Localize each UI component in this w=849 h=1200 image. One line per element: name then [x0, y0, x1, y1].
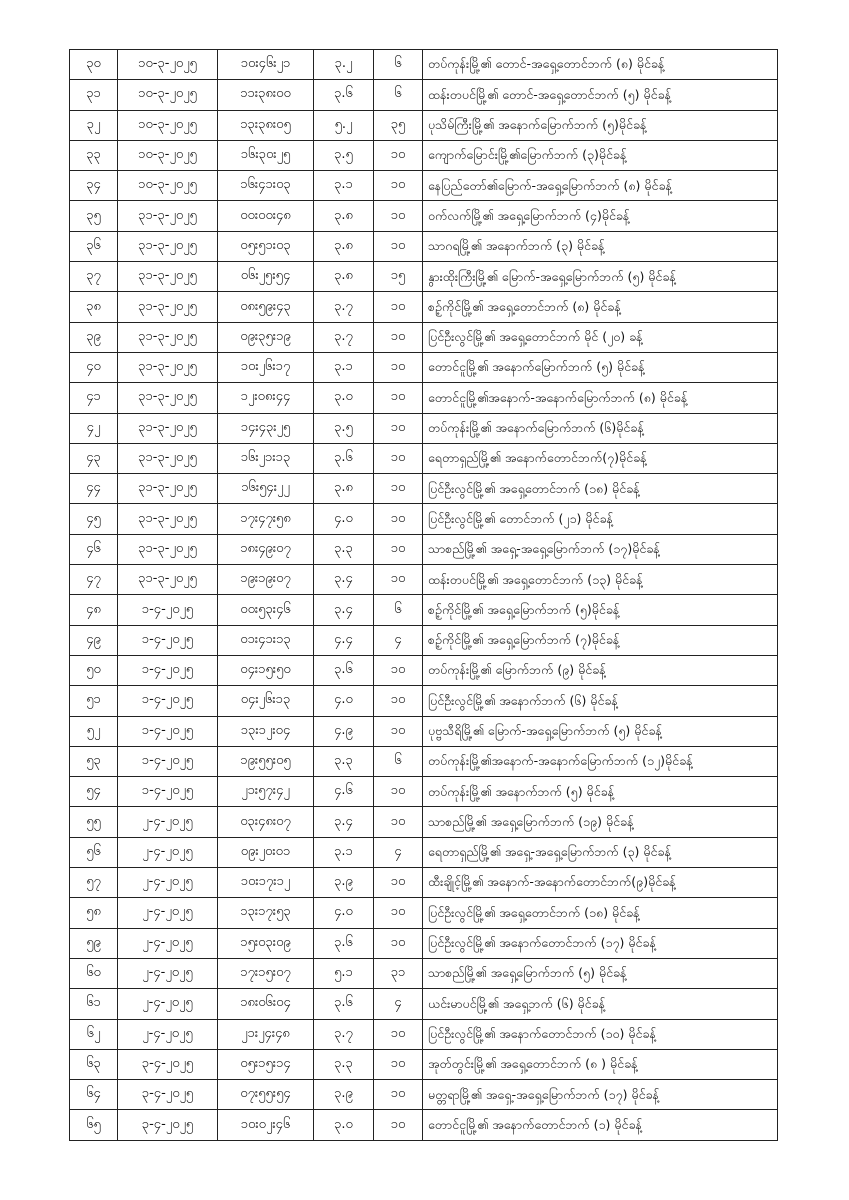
date-cell: ၃-၄-၂၀၂၅: [118, 1110, 218, 1140]
location-cell: စဥ့်ကိုင်မြို့၏ အရှေ့မြောက်ဘက် (၇)မိုင်ခန့်: [423, 625, 778, 655]
depth-cell: ၁၀: [374, 807, 423, 837]
depth-cell: ၆: [374, 595, 423, 625]
depth-cell: ၆: [374, 746, 423, 776]
location-cell: တောင်ငူမြို့၏ အနောက်မြောက်ဘက် (၅) မိုင်ခန့်: [423, 352, 778, 382]
date-cell: ၃၁-၃-၂၀၂၅: [118, 383, 218, 413]
depth-cell: ၁၀: [374, 928, 423, 958]
magnitude-cell: ၃.၄: [314, 565, 374, 595]
time-cell: ၁၉း၁၉း၀၇: [218, 565, 314, 595]
time-cell: ၀၀း၅၃း၄၆: [218, 595, 314, 625]
time-cell: ၀၇း၅၅း၅၄: [218, 1080, 314, 1110]
row-number-cell: ၃၉: [70, 322, 118, 352]
table-row: [70, 50, 778, 80]
table-row: [70, 958, 778, 988]
date-cell: ၁-၄-၂၀၂၅: [118, 777, 218, 807]
magnitude-cell: ၃.၈: [314, 474, 374, 504]
date-cell: ၃၁-၃-၂၀၂၅: [118, 262, 218, 292]
table-row: [70, 80, 778, 110]
time-cell: ၁၃း၃၈း၀၅: [218, 110, 314, 140]
location-cell: ယင်းမာပင်မြို့၏ အရှေ့ဘက် (၆) မိုင်ခန့်: [423, 989, 778, 1019]
time-cell: ၁၅း၀၃း၀၉: [218, 928, 314, 958]
row-number-cell: ၅၁: [70, 686, 118, 716]
location-cell: မတ္တရာမြို့၏ အရှေ့-အရှေ့မြောက်ဘက် (၁၇) မိုင်ခန့်: [423, 1080, 778, 1110]
depth-cell: ၁၀: [374, 565, 423, 595]
depth-cell: ၁၀: [374, 352, 423, 382]
location-cell: နေပြည်တော်၏မြောက်-အရှေ့မြောက်ဘက် (၈) မိုင်ခန့်: [423, 171, 778, 201]
location-cell: တောင်ငူမြို့၏ အနောက်တောင်ဘက် (၁) မိုင်ခန့်: [423, 1110, 778, 1140]
table-row: [70, 595, 778, 625]
time-cell: ၀၃း၄၈း၀၇: [218, 807, 314, 837]
depth-cell: ၄: [374, 837, 423, 867]
table-row: [70, 746, 778, 776]
date-cell: ၂-၄-၂၀၂၅: [118, 807, 218, 837]
magnitude-cell: ၃.၆: [314, 443, 374, 473]
magnitude-cell: ၃.၅: [314, 413, 374, 443]
table-row: [70, 625, 778, 655]
time-cell: ၁၃း၁၂း၀၄: [218, 716, 314, 746]
row-number-cell: ၃၄: [70, 171, 118, 201]
table-row: [70, 686, 778, 716]
table-row: [70, 1019, 778, 1049]
row-number-cell: ၄၇: [70, 565, 118, 595]
table-row: [70, 868, 778, 898]
magnitude-cell: ၃.၆: [314, 989, 374, 1019]
magnitude-cell: ၃.၁: [314, 352, 374, 382]
date-cell: ၁၀-၃-၂၀၂၅: [118, 110, 218, 140]
location-cell: ဝက်လက်မြို့၏ အရှေ့မြောက်ဘက် (၄)မိုင်ခန့်: [423, 201, 778, 231]
location-cell: စဥ့်ကိုင်မြို့၏ အရှေ့မြောက်ဘက် (၅)မိုင်ခန့်: [423, 595, 778, 625]
date-cell: ၃-၄-၂၀၂၅: [118, 1049, 218, 1079]
table-row: [70, 777, 778, 807]
depth-cell: ၁၀: [374, 383, 423, 413]
magnitude-cell: ၄.၉: [314, 716, 374, 746]
table-row: [70, 1049, 778, 1079]
depth-cell: ၁၀: [374, 231, 423, 261]
date-cell: ၃၁-၃-၂၀၂၅: [118, 292, 218, 322]
depth-cell: ၁၀: [374, 868, 423, 898]
time-cell: ၁၀း၁၇း၁၂: [218, 868, 314, 898]
location-cell: ပြင်ဦးလွင်မြို့၏ အရှေ့တောင်ဘက် (၁၈) မိုင်ခန့်: [423, 474, 778, 504]
magnitude-cell: ၃.၁: [314, 837, 374, 867]
table-row: [70, 565, 778, 595]
depth-cell: ၁၀: [374, 474, 423, 504]
time-cell: ၀၈း၅၉း၄၃: [218, 292, 314, 322]
location-cell: တပ်ကုန်းမြို့၏ အနောက်ဘက် (၅) မိုင်ခန့်: [423, 777, 778, 807]
time-cell: ၁၃း၁၇း၅၃: [218, 898, 314, 928]
magnitude-cell: ၄.၀: [314, 686, 374, 716]
location-cell: ပြင်ဦးလွင်မြို့၏ အရှေ့တောင်ဘက် မိုင် (၂၀) ခန့်: [423, 322, 778, 352]
depth-cell: ၁၀: [374, 140, 423, 170]
location-cell: ကျောက်မြောင်းမြို့၏မြောက်ဘက် (၃)မိုင်ခန့်: [423, 140, 778, 170]
row-number-cell: ၃၇: [70, 262, 118, 292]
table-row: [70, 171, 778, 201]
date-cell: ၃၁-၃-၂၀၂၅: [118, 443, 218, 473]
depth-cell: ၁၀: [374, 1019, 423, 1049]
magnitude-cell: ၅.၂: [314, 110, 374, 140]
location-cell: တပ်ကုန်းမြို့၏အနောက်-အနောက်မြောက်ဘက် (၁၂)မိုင်ခန့်: [423, 746, 778, 776]
date-cell: ၃၁-၃-၂၀၂၅: [118, 352, 218, 382]
magnitude-cell: ၃.၁: [314, 171, 374, 201]
time-cell: ၀၉း၂၀း၀၁: [218, 837, 314, 867]
time-cell: ၁၂း၀၈း၄၄: [218, 383, 314, 413]
table-row: [70, 383, 778, 413]
row-number-cell: ၄၈: [70, 595, 118, 625]
time-cell: ၁၀း၂၆း၁၇: [218, 352, 314, 382]
location-cell: အုတ်တွင်းမြို့၏ အရှေ့တောင်ဘက် (၈ ) မိုင်ခန့်: [423, 1049, 778, 1079]
depth-cell: ၁၀: [374, 1110, 423, 1140]
magnitude-cell: ၃.၇: [314, 1019, 374, 1049]
location-cell: ပြင်ဦးလွင်မြို့၏ အရှေ့တောင်ဘက် (၁၈) မိုင်ခန့်: [423, 898, 778, 928]
depth-cell: ၆: [374, 50, 423, 80]
row-number-cell: ၅၆: [70, 837, 118, 867]
time-cell: ၁၆း၅၄း၂၂: [218, 474, 314, 504]
location-cell: ပြင်ဦးလွင်မြို့၏ အနောက်တောင်ဘက် (၁၇) မိုင်ခန့်: [423, 928, 778, 958]
date-cell: ၃၁-၃-၂၀၂၅: [118, 322, 218, 352]
location-cell: ပုသိမ်ကြီးမြို့၏ အနောက်မြောက်ဘက် (၅)မိုင်ခန့်: [423, 110, 778, 140]
magnitude-cell: ၃.၇: [314, 292, 374, 322]
date-cell: ၁-၄-၂၀၂၅: [118, 746, 218, 776]
depth-cell: ၁၀: [374, 1080, 423, 1110]
time-cell: ၀၅း၅၁း၀၃: [218, 231, 314, 261]
date-cell: ၃၁-၃-၂၀၂၅: [118, 534, 218, 564]
table-row: [70, 1080, 778, 1110]
table-row: [70, 140, 778, 170]
magnitude-cell: ၄.၀: [314, 898, 374, 928]
magnitude-cell: ၅.၁: [314, 958, 374, 988]
magnitude-cell: ၃.၆: [314, 80, 374, 110]
depth-cell: ၁၀: [374, 777, 423, 807]
date-cell: ၁၀-၃-၂၀၂၅: [118, 50, 218, 80]
row-number-cell: ၅၀: [70, 655, 118, 685]
magnitude-cell: ၃.၇: [314, 322, 374, 352]
depth-cell: ၁၀: [374, 686, 423, 716]
table-row: [70, 655, 778, 685]
row-number-cell: ၆၁: [70, 989, 118, 1019]
row-number-cell: ၃၁: [70, 80, 118, 110]
table-row: [70, 443, 778, 473]
table-row: [70, 989, 778, 1019]
depth-cell: ၁၀: [374, 292, 423, 322]
depth-cell: ၁၀: [374, 413, 423, 443]
date-cell: ၁-၄-၂၀၂၅: [118, 595, 218, 625]
date-cell: ၂-၄-၂၀၂၅: [118, 989, 218, 1019]
row-number-cell: ၄၃: [70, 443, 118, 473]
location-cell: သာစည်မြို့၏ အရှေ့မြောက်ဘက် (၅) မိုင်ခန့်: [423, 958, 778, 988]
table-row: [70, 534, 778, 564]
table-row: [70, 807, 778, 837]
magnitude-cell: ၃.၅: [314, 140, 374, 170]
location-cell: ရေတာရှည်မြို့၏ အရှေ့-အရှေ့မြောက်ဘက် (၃) မိုင်ခန့်: [423, 837, 778, 867]
date-cell: ၁၀-၃-၂၀၂၅: [118, 80, 218, 110]
time-cell: ၂၁း၂၄း၄၈: [218, 1019, 314, 1049]
depth-cell: ၁၀: [374, 898, 423, 928]
time-cell: ၁၀း၄၆း၂၁: [218, 50, 314, 80]
magnitude-cell: ၃.၈: [314, 231, 374, 261]
row-number-cell: ၅၇: [70, 868, 118, 898]
depth-cell: ၆: [374, 80, 423, 110]
date-cell: ၂-၄-၂၀၂၅: [118, 868, 218, 898]
row-number-cell: ၆၅: [70, 1110, 118, 1140]
time-cell: ၀၅း၁၅း၁၄: [218, 1049, 314, 1079]
row-number-cell: ၃၈: [70, 292, 118, 322]
depth-cell: ၃၁: [374, 958, 423, 988]
row-number-cell: ၅၉: [70, 928, 118, 958]
date-cell: ၂-၄-၂၀၂၅: [118, 958, 218, 988]
row-number-cell: ၃၃: [70, 140, 118, 170]
row-number-cell: ၅၈: [70, 898, 118, 928]
magnitude-cell: ၃.၆: [314, 655, 374, 685]
table-row: [70, 292, 778, 322]
location-cell: ထီးချိုင့်မြို့၏ အနောက်-အနောက်တောင်ဘက်(၉)မိုင်ခန့်: [423, 868, 778, 898]
location-cell: သာဂရမြို့၏ အနောက်ဘက် (၃) မိုင်ခန့်: [423, 231, 778, 261]
location-cell: တပ်ကုန်းမြို့၏ မြောက်ဘက် (၉) မိုင်ခန့်: [423, 655, 778, 685]
row-number-cell: ၅၃: [70, 746, 118, 776]
earthquake-table: [69, 49, 778, 1141]
magnitude-cell: ၄.၀: [314, 504, 374, 534]
time-cell: ၁၁း၃၈း၀၀: [218, 80, 314, 110]
magnitude-cell: ၄.၆: [314, 777, 374, 807]
magnitude-cell: ၃.၀: [314, 1110, 374, 1140]
magnitude-cell: ၃.၀: [314, 383, 374, 413]
row-number-cell: ၆၄: [70, 1080, 118, 1110]
date-cell: ၃၁-၃-၂၀၂၅: [118, 201, 218, 231]
time-cell: ၀၆း၂၅း၅၄: [218, 262, 314, 292]
time-cell: ၁၆း၂၁း၁၃: [218, 443, 314, 473]
magnitude-cell: ၃.၃: [314, 1049, 374, 1079]
date-cell: ၃၁-၃-၂၀၂၅: [118, 504, 218, 534]
time-cell: ၁၆း၄၁း၀၃: [218, 171, 314, 201]
time-cell: ၀၀း၀၀း၄၈: [218, 201, 314, 231]
row-number-cell: ၅၅: [70, 807, 118, 837]
date-cell: ၃-၄-၂၀၂၅: [118, 1080, 218, 1110]
date-cell: ၃၁-၃-၂၀၂၅: [118, 565, 218, 595]
table-row: [70, 352, 778, 382]
row-number-cell: ၄၆: [70, 534, 118, 564]
time-cell: ၁၀း၀၂း၄၆: [218, 1110, 314, 1140]
table-row: [70, 837, 778, 867]
location-cell: ပြင်ဦးလွင်မြို့၏ အနောက်တောင်ဘက် (၁၀) မိုင်ခန့်: [423, 1019, 778, 1049]
table-row: [70, 262, 778, 292]
row-number-cell: ၃၀: [70, 50, 118, 80]
table-row: [70, 413, 778, 443]
table-row: [70, 928, 778, 958]
row-number-cell: ၄၁: [70, 383, 118, 413]
time-cell: ၁၇း၄၇း၅၈: [218, 504, 314, 534]
date-cell: ၁-၄-၂၀၂၅: [118, 716, 218, 746]
time-cell: ၀၄း၁၅း၅၀: [218, 655, 314, 685]
table-row: [70, 231, 778, 261]
date-cell: ၁၀-၃-၂၀၂၅: [118, 171, 218, 201]
date-cell: ၂-၄-၂၀၂၅: [118, 898, 218, 928]
row-number-cell: ၄၉: [70, 625, 118, 655]
magnitude-cell: ၃.၄: [314, 807, 374, 837]
depth-cell: ၁၀: [374, 716, 423, 746]
date-cell: ၃၁-၃-၂၀၂၅: [118, 413, 218, 443]
location-cell: ပြင်ဦးလွင်မြို့၏ အနောက်ဘက် (၆) မိုင်ခန့်: [423, 686, 778, 716]
row-number-cell: ၃၆: [70, 231, 118, 261]
row-number-cell: ၆၃: [70, 1049, 118, 1079]
table-row: [70, 474, 778, 504]
table-row: [70, 898, 778, 928]
depth-cell: ၁၀: [374, 322, 423, 352]
row-number-cell: ၄၂: [70, 413, 118, 443]
table-body: [70, 50, 778, 1141]
location-cell: ပြင်ဦးလွင်မြို့၏ တောင်ဘက် (၂၁) မိုင်ခန့်: [423, 504, 778, 534]
depth-cell: ၃၅: [374, 110, 423, 140]
depth-cell: ၁၅: [374, 262, 423, 292]
location-cell: သာစည်မြို့၏ အရှေ့-အရှေ့မြောက်ဘက် (၁၇)မိုင်ခန့်: [423, 534, 778, 564]
location-cell: နွားထိုးကြီးမြို့၏ မြောက်-အရှေ့မြောက်ဘက် (၅) မိုင်ခန့်: [423, 262, 778, 292]
date-cell: ၃၁-၃-၂၀၂၅: [118, 231, 218, 261]
magnitude-cell: ၃.၃: [314, 746, 374, 776]
magnitude-cell: ၃.၆: [314, 928, 374, 958]
date-cell: ၂-၄-၂၀၂၅: [118, 837, 218, 867]
row-number-cell: ၅၄: [70, 777, 118, 807]
depth-cell: ၁၀: [374, 171, 423, 201]
time-cell: ၁၈း၄၉း၀၇: [218, 534, 314, 564]
row-number-cell: ၃၅: [70, 201, 118, 231]
table-row: [70, 322, 778, 352]
magnitude-cell: ၃.၄: [314, 595, 374, 625]
location-cell: ထန်းတပင်မြို့၏ တောင်-အရှေ့တောင်ဘက် (၅) မိုင်ခန့်: [423, 80, 778, 110]
location-cell: တပ်ကုန်းမြို့၏ အနောက်မြောက်ဘက် (၆)မိုင်ခန့်: [423, 413, 778, 443]
date-cell: ၂-၄-၂၀၂၅: [118, 1019, 218, 1049]
magnitude-cell: ၃.၂: [314, 50, 374, 80]
table-row: [70, 716, 778, 746]
date-cell: ၁-၄-၂၀၂၅: [118, 625, 218, 655]
row-number-cell: ၄၄: [70, 474, 118, 504]
time-cell: ၀၁း၄၁း၁၃: [218, 625, 314, 655]
location-cell: ရေတာရှည်မြို့၏ အနောက်တောင်ဘက်(၇)မိုင်ခန့်: [423, 443, 778, 473]
table-row: [70, 110, 778, 140]
depth-cell: ၄: [374, 625, 423, 655]
row-number-cell: ၄၀: [70, 352, 118, 382]
row-number-cell: ၆၂: [70, 1019, 118, 1049]
date-cell: ၁-၄-၂၀၂၅: [118, 686, 218, 716]
table-row: [70, 201, 778, 231]
magnitude-cell: ၃.၃: [314, 534, 374, 564]
row-number-cell: ၄၅: [70, 504, 118, 534]
depth-cell: ၄: [374, 989, 423, 1019]
time-cell: ၂၁း၅၇း၄၂: [218, 777, 314, 807]
depth-cell: ၁၀: [374, 201, 423, 231]
table-row: [70, 1110, 778, 1140]
table-row: [70, 504, 778, 534]
date-cell: ၁-၄-၂၀၂၅: [118, 655, 218, 685]
location-cell: တောင်ငူမြို့၏အနောက်-အနောက်မြောက်ဘက် (၈) မိုင်ခန့်: [423, 383, 778, 413]
location-cell: တပ်ကုန်းမြို့၏ တောင်-အရှေ့တောင်ဘက် (၈) မိုင်ခန့်: [423, 50, 778, 80]
time-cell: ၁၆း၃၀း၂၅: [218, 140, 314, 170]
magnitude-cell: ၃.၉: [314, 1080, 374, 1110]
magnitude-cell: ၃.၉: [314, 868, 374, 898]
magnitude-cell: ၄.၄: [314, 625, 374, 655]
depth-cell: ၁၀: [374, 1049, 423, 1079]
location-cell: ပုဗ္ဗသီရိမြို့၏ မြောက်-အရှေ့မြောက်ဘက် (၅) မိုင်ခန့်: [423, 716, 778, 746]
time-cell: ၀၉း၃၅း၁၉: [218, 322, 314, 352]
date-cell: ၂-၄-၂၀၂၅: [118, 928, 218, 958]
magnitude-cell: ၃.၈: [314, 201, 374, 231]
row-number-cell: ၃၂: [70, 110, 118, 140]
location-cell: စဥ့်ကိုင်မြို့၏ အရှေ့တောင်ဘက် (၈) မိုင်ခန့်: [423, 292, 778, 322]
time-cell: ၁၇း၁၅း၀၇: [218, 958, 314, 988]
time-cell: ၁၈း၀၆း၀၄: [218, 989, 314, 1019]
depth-cell: ၁၀: [374, 534, 423, 564]
date-cell: ၁၀-၃-၂၀၂၅: [118, 140, 218, 170]
time-cell: ၀၄း၂၆း၁၃: [218, 686, 314, 716]
row-number-cell: ၆၀: [70, 958, 118, 988]
time-cell: ၁၉း၅၅း၀၅: [218, 746, 314, 776]
depth-cell: ၁၀: [374, 443, 423, 473]
location-cell: သာစည်မြို့၏ အရှေ့မြောက်ဘက် (၁၉) မိုင်ခန့်: [423, 807, 778, 837]
magnitude-cell: ၃.၈: [314, 262, 374, 292]
date-cell: ၃၁-၃-၂၀၂၅: [118, 474, 218, 504]
location-cell: ထန်းတပင်မြို့၏ အရှေ့တောင်ဘက် (၁၃) မိုင်ခန့်: [423, 565, 778, 595]
depth-cell: ၁၀: [374, 655, 423, 685]
depth-cell: ၁၀: [374, 504, 423, 534]
time-cell: ၁၄း၄၃း၂၅: [218, 413, 314, 443]
row-number-cell: ၅၂: [70, 716, 118, 746]
